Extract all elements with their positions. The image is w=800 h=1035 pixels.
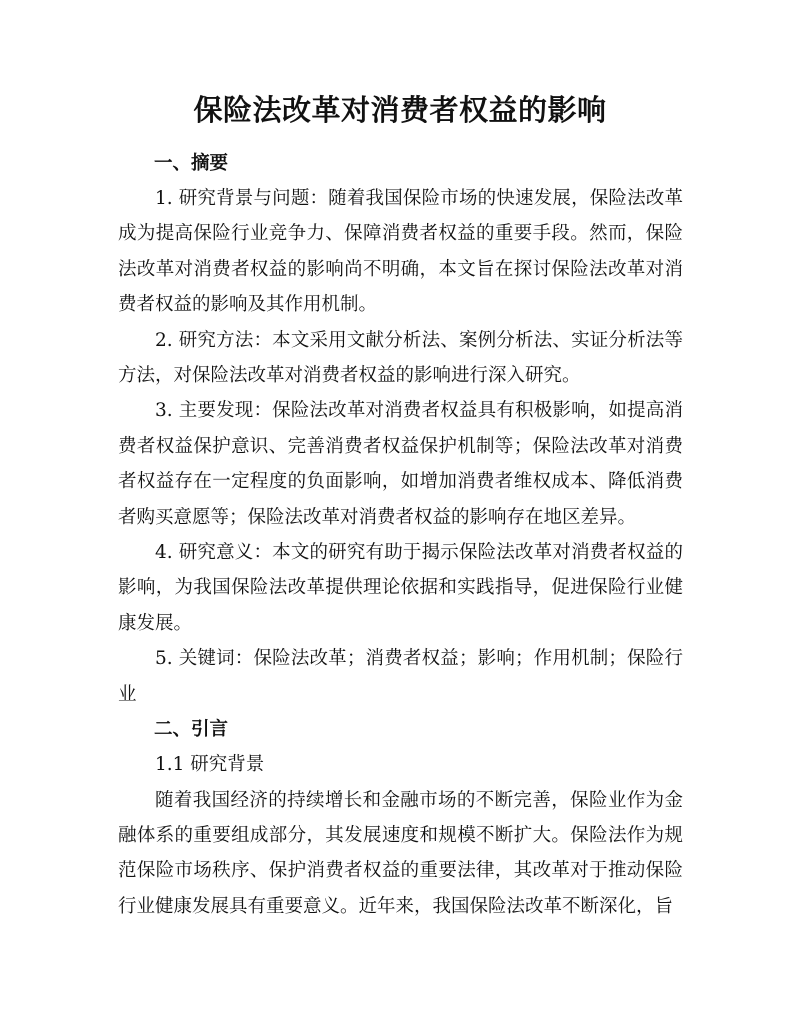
document-title: 保险法改革对消费者权益的影响 — [193, 93, 607, 127]
section-heading-introduction: 二、引言 — [154, 719, 229, 741]
abstract-item-findings: 3. 主要发现：保险法改革对消费者权益具有积极影响，如提高消费者权益保护意识、完善消费者权益保护机制等；保险法改革对消费者权益存在一定程度的负面影响，如增加消费者维权成本、降低消费者购买意愿等；保险法改革对消费者权益的影响存在地区差异。 — [118, 400, 683, 528]
abstract-item-keywords: 5. 关键词：保险法改革；消费者权益；影响；作用机制；保险行业 — [118, 648, 683, 705]
subsection-heading-background: 1.1 研究背景 — [155, 754, 265, 776]
abstract-item-significance: 4. 研究意义：本文的研究有助于揭示保险法改革对消费者权益的影响，为我国保险法改革提供理论依据和实践指导，促进保险行业健康发展。 — [118, 542, 683, 634]
section-heading-abstract: 一、摘要 — [154, 153, 229, 174]
abstract-item-methods: 2. 研究方法：本文采用文献分析法、案例分析法、实证分析法等方法，对保险法改革对消费者权益的影响进行深入研究。 — [118, 329, 683, 387]
document-body — [118, 146, 683, 924]
introduction-paragraph: 随着我国经济的持续增长和金融市场的不断完善，保险业作为金融体系的重要组成部分，其发展速度和规模不断扩大。保险法作为规范保险市场秩序、保护消费者权益的重要法律，其改革对于推动保险行业健康发展具有重要意义。近年来，我国保险法改革不断深化，旨 — [118, 789, 683, 917]
abstract-item-background: 1. 研究背景与问题：随着我国保险市场的快速发展，保险法改革成为提高保险行业竞争力、保障消费者权益的重要手段。然而，保险法改革对消费者权益的影响尚不明确，本文旨在探讨保险法改革对消费者权益的影响及其作用机制。 — [118, 188, 683, 316]
